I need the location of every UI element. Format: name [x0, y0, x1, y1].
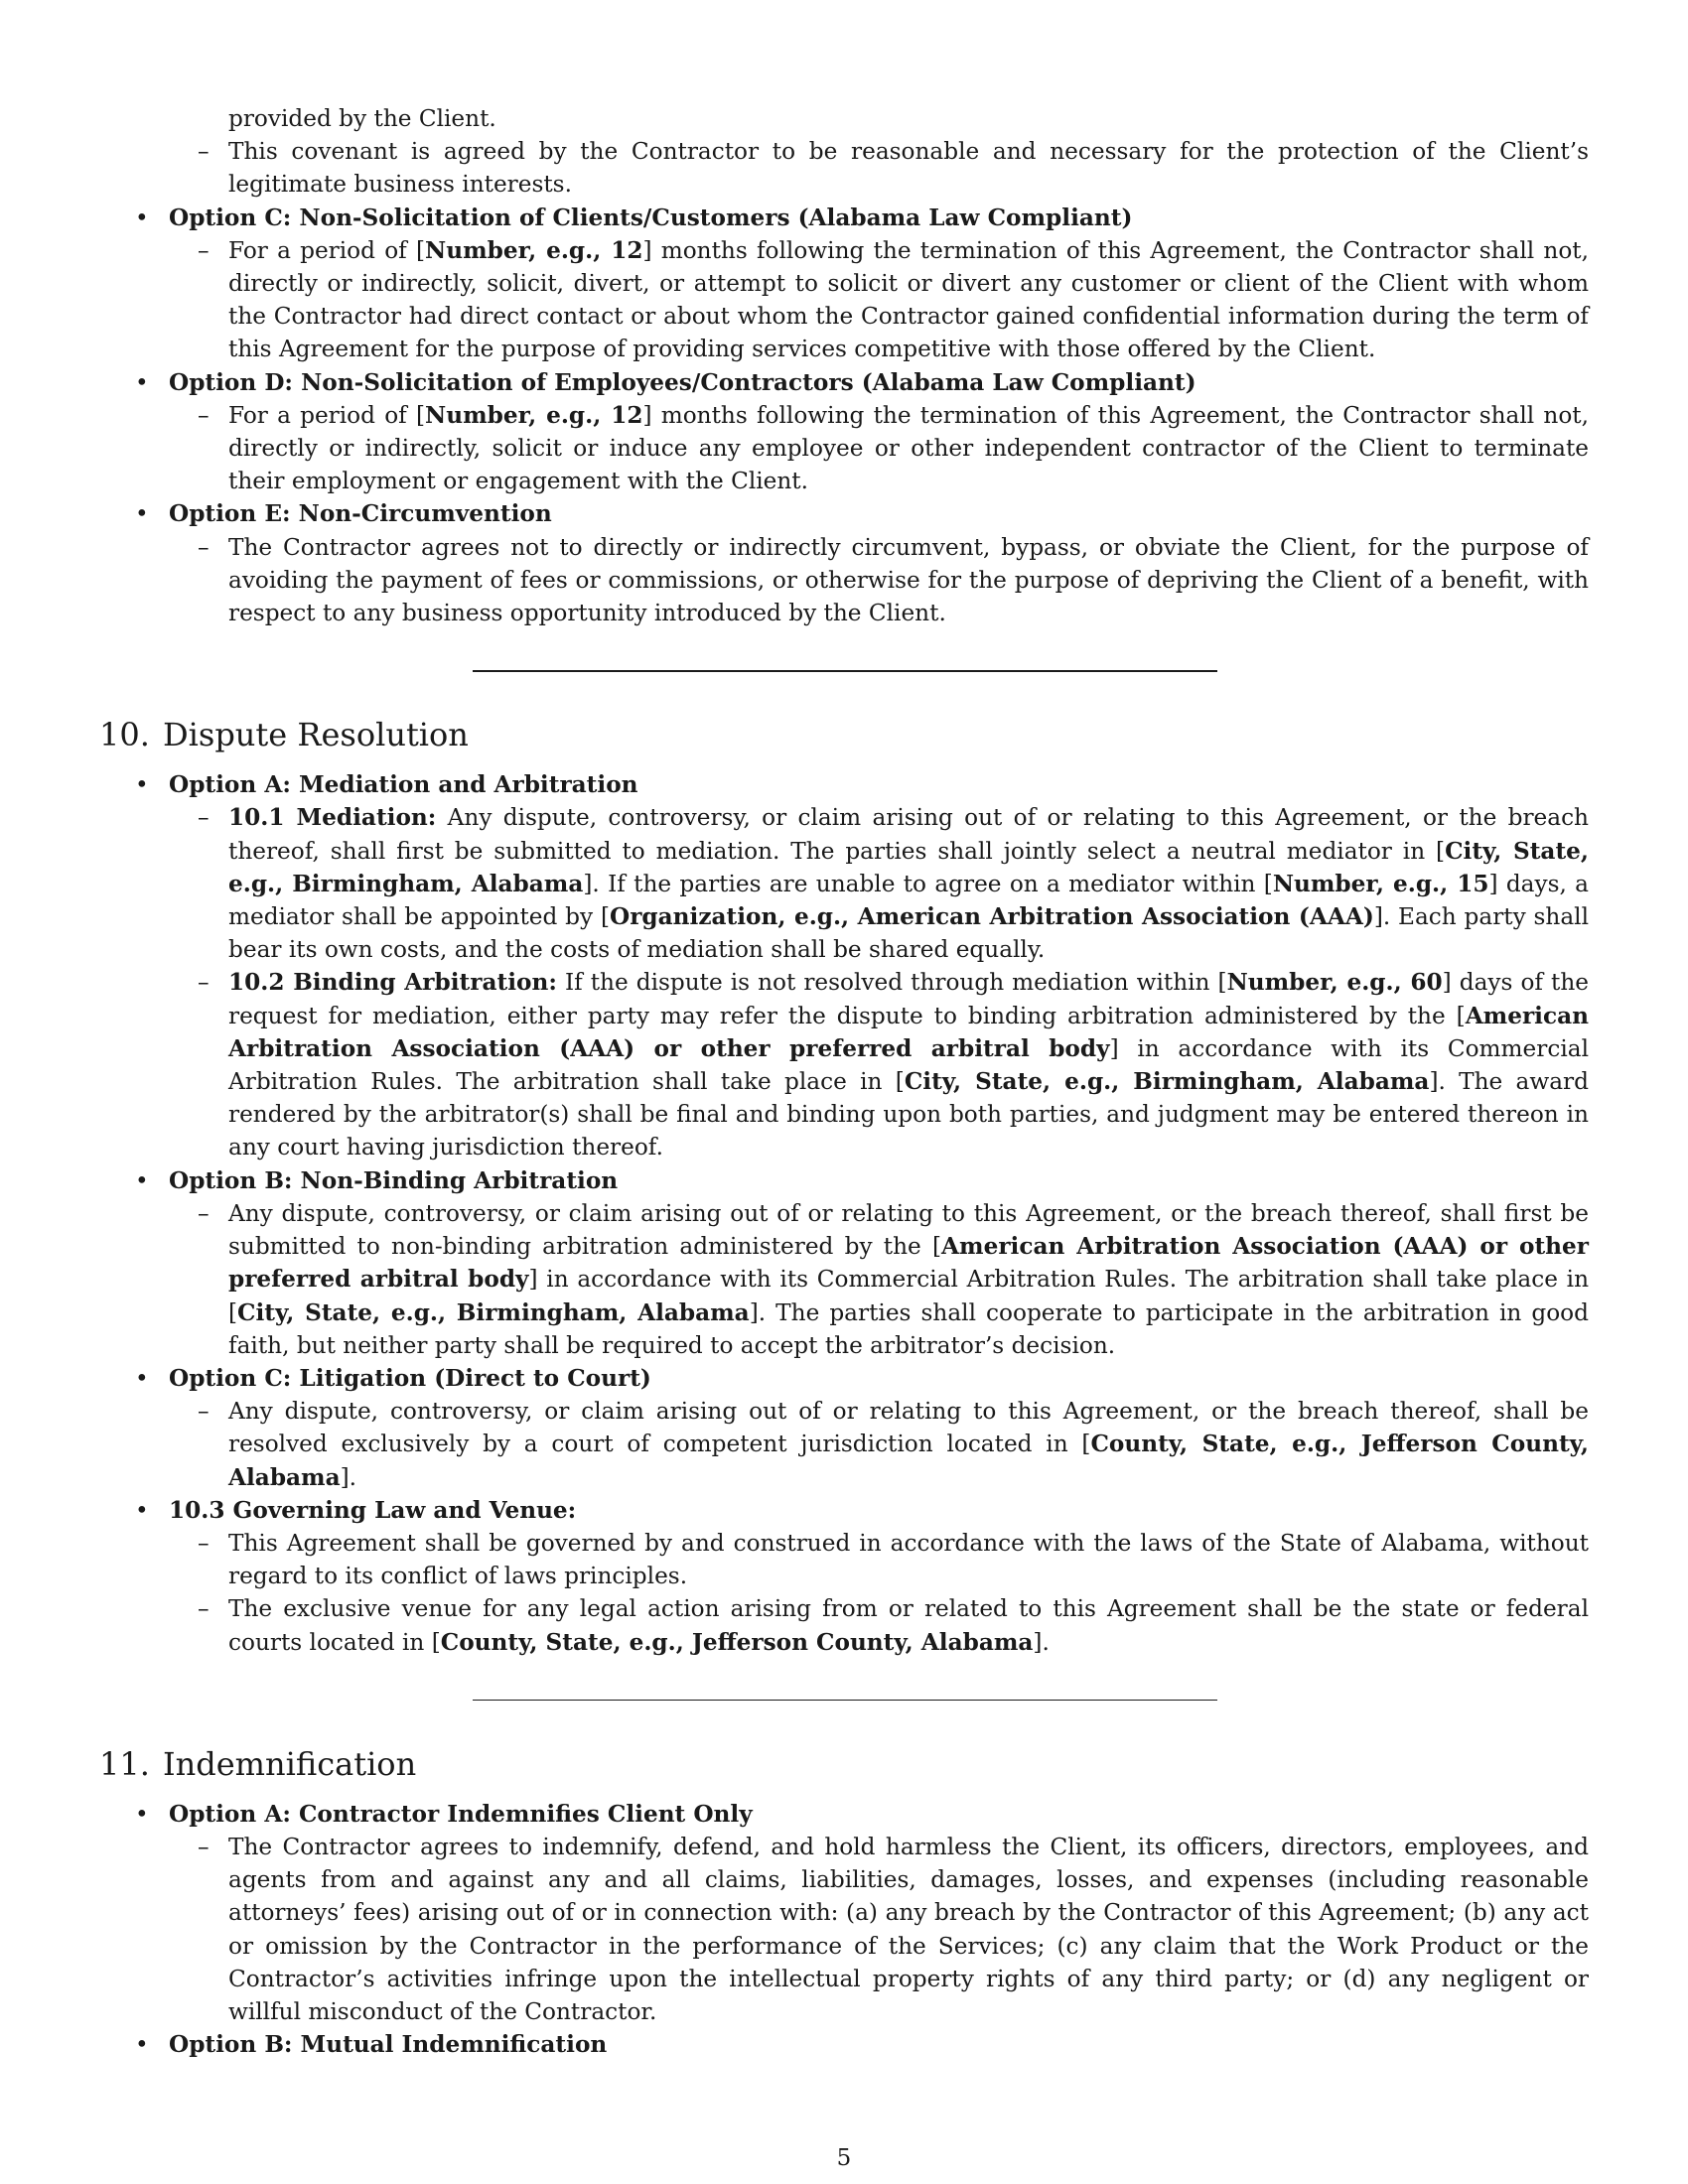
option-d-nonsolicit-employees: • Option D: Non-Solicitation of Employees/Contractors (Alabama Law Compliant) – For a period of [Number, e.g., 12] months following the termination of this Agreement, the Contractor shall not, directly or indirectly, solicit or induce any employee or other independent contractor of the Client to terminate their employment or engagement with the Client.	[99, 366, 1589, 498]
section-heading-dispute-resolution: 10. Dispute Resolution	[99, 716, 469, 754]
section9-continuation-list	[99, 135, 1589, 201]
option-label: Option B: Non-Binding Arbitration	[169, 1166, 619, 1194]
option-c-noncompete-clients: • Option C: Non-Solicitation of Clients/Customers (Alabama Law Compliant) – For a period of [Number, e.g., 12] months following the termination of this Agreement, the Contractor shall not, directly or indirectly, solicit, divert, or attempt to solicit or divert any customer or client of the Client with whom the Contractor had direct contact or about whom the Contractor gained confidential information during the term of this Agreement for the purpose of providing services competitive with those offered by the Client.	[99, 202, 1589, 366]
option-label: Option D: Non-Solicitation of Employees/Contractors (Alabama Law Compliant)	[169, 368, 1196, 396]
page-number: 5	[836, 2145, 852, 2171]
mediation-clause: – 10.1 Mediation: Any dispute, controversy, or claim arising out of or relating to this Agreement, or the breach thereof, shall first be submitted to mediation. The parties shall jointly select a neutral mediator in [City, State, e.g., Birmingham, Alabama]. If the parties are unable to agree on a mediator within [Number, e.g., 15] days, a mediator shall be appointed by [Organization, e.g., American Arbitration Association (AAA)]. Each party shall bear its own costs, and the costs of mediation shall be shared equally.	[198, 804, 1590, 964]
option-c-litigation: • Option C: Litigation (Direct to Court) – Any dispute, controversy, or claim arising out of or relating to this Agreement, or the breach thereof, shall be resolved exclusively by a court of competent jurisdiction located in [County, State, e.g., Jefferson County, Alabama].	[99, 1362, 1589, 1494]
option-label: Option C: Non-Solicitation of Clients/Customers (Alabama Law Compliant)	[169, 204, 1133, 231]
option-label: Option E: Non-Circumvention	[169, 500, 552, 528]
option-label: Option B: Mutual Indemnification	[169, 2031, 608, 2059]
option-a-mediation-arbitration: • Option A: Mediation and Arbitration – 10.1 Mediation: Any dispute, controversy, or claim arising out of or relating to this Agreement, or the breach thereof, shall first be submitted to mediation. The parties shall jointly select a neutral mediator in [City, State, e.g., Birmingham, Alabama]. If the parties are unable to agree on a mediator within [Number, e.g., 15] days, a mediator shall be appointed by [Organization, e.g., American Arbitration Association (AAA)]. Each party shall bear its own costs, and the costs of mediation shall be shared equally. – 10.2 Binding Arbitration: If the dispute is not resolved through mediation within [Number, e.g., 60] days of the request for mediation, either party may refer the dispute to binding arbitration administered by the [American Arbitration Association (AAA) or other preferred arbitral body] in accordance with its Commercial Arbitration Rules. The arbitration shall take place in [City, State, e.g., Birmingham, Alabama]. The award rendered by the arbitrator(s) shall be final and binding upon both parties, and judgment may be entered thereon in any court having jurisdiction thereof.	[99, 768, 1589, 1163]
section-heading-indemnification: 11. Indemnification	[99, 1744, 417, 1783]
list-subitem: – The Contractor agrees not to directly or indirectly circumvent, bypass, or obviate the Client, for the purpose of avoiding the payment of fees or commissions, or otherwise for the purpose of depriving the Client of a benefit, with respect to any business opportunity introduced by the Client.	[198, 533, 1589, 627]
list-subitem: – Any dispute, controversy, or claim arising out of or relating to this Agreement, or the breach thereof, shall be resolved exclusively by a court of competent jurisdiction located in [County, State, e.g., Jefferson County, Alabama].	[198, 1398, 1589, 1491]
option-label: 10.3 Governing Law and Venue:	[169, 1496, 577, 1524]
list-subitem: – This covenant is agreed by the Contractor to be reasonable and necessary for the protection of the Client’s legitimate business interests.	[198, 138, 1589, 199]
list-subitem: – This Agreement shall be governed by and construed in accordance with the laws of the State of Alabama, without regard to its conflict of laws principles.	[198, 1529, 1589, 1590]
list-item	[99, 135, 1589, 201]
governing-law-venue: • 10.3 Governing Law and Venue: – This Agreement shall be governed by and construed in accordance with the laws of the State of Alabama, without regard to its conflict of laws principles. – The exclusive venue for any legal action arising from or related to this Agreement shall be the state or federal courts located in [County, State, e.g., Jefferson County, Alabama].	[99, 1494, 1589, 1659]
continued-text: provided by the Client.	[228, 105, 496, 132]
option-label: Option A: Mediation and Arbitration	[169, 771, 638, 799]
section11-options	[99, 1798, 1589, 2062]
section9-options	[99, 202, 1589, 630]
list-subitem: – For a period of [Number, e.g., 12] months following the termination of this Agreement, the Contractor shall not, directly or indirectly, solicit, divert, or attempt to solicit or divert any customer or client of the Client with whom the Contractor had direct contact or about whom the Contractor gained confidential information during the term of this Agreement for the purpose of providing services competitive with those offered by the Client.	[198, 236, 1589, 363]
option-label: Option C: Litigation (Direct to Court)	[169, 1364, 651, 1392]
section-divider	[473, 670, 1217, 672]
option-a-contractor-indemnifies: • Option A: Contractor Indemnifies Client Only – The Contractor agrees to indemnify, defend, and hold harmless the Client, its officers, directors, employees, and agents from and against any and all claims, liabilities, damages, losses, and expenses (including reasonable attorneys’ fees) arising out of or in connection with: (a) any breach by the Contractor of this Agreement; (b) any act or omission by the Contractor in the performance of the Services; (c) any claim that the Work Product or the Contractor’s activities infringe upon the intellectual property rights of any third party; or (d) any negligent or willful misconduct of the Contractor.	[99, 1798, 1589, 2028]
list-subitem: – Any dispute, controversy, or claim arising out of or relating to this Agreement, or the breach thereof, shall first be submitted to non-binding arbitration administered by the [American Arbitration Association (AAA) or other preferred arbitral body] in accordance with its Commercial Arbitration Rules. The arbitration shall take place in [City, State, e.g., Birmingham, Alabama]. The parties shall cooperate to participate in the arbitration in good faith, but neither party shall be required to accept the arbitrator’s decision.	[198, 1199, 1590, 1359]
list-subitem: – The exclusive venue for any legal action arising from or related to this Agreement shall be the state or federal courts located in [County, State, e.g., Jefferson County, Alabama].	[198, 1595, 1589, 1656]
option-b-mutual-indemnification: • Option B: Mutual Indemnification	[99, 2028, 1589, 2061]
list-subitem: – For a period of [Number, e.g., 12] months following the termination of this Agreement, the Contractor shall not, directly or indirectly, solicit or induce any employee or other independent contractor of the Client to terminate their employment or engagement with the Client.	[198, 401, 1589, 495]
option-b-nonbinding-arbitration: • Option B: Non-Binding Arbitration – Any dispute, controversy, or claim arising out of or relating to this Agreement, or the breach thereof, shall first be submitted to non-binding arbitration administered by the [American Arbitration Association (AAA) or other preferred arbitral body] in accordance with its Commercial Arbitration Rules. The arbitration shall take place in [City, State, e.g., Birmingham, Alabama]. The parties shall cooperate to participate in the arbitration in good faith, but neither party shall be required to accept the arbitrator’s decision.	[99, 1164, 1589, 1362]
option-e-noncircumvention: • Option E: Non-Circumvention – The Contractor agrees not to directly or indirectly circumvent, bypass, or obviate the Client, for the purpose of avoiding the payment of fees or commissions, or otherwise for the purpose of depriving the Client of a benefit, with respect to any business opportunity introduced by the Client.	[99, 497, 1589, 629]
binding-arbitration-clause: – 10.2 Binding Arbitration: If the dispute is not resolved through mediation within [Number, e.g., 60] days of the request for mediation, either party may refer the dispute to binding arbitration administered by the [American Arbitration Association (AAA) or other preferred arbitral body] in accordance with its Commercial Arbitration Rules. The arbitration shall take place in [City, State, e.g., Birmingham, Alabama]. The award rendered by the arbitrator(s) shall be final and binding upon both parties, and judgment may be entered thereon in any court having jurisdiction thereof.	[198, 969, 1590, 1161]
page-content	[99, 102, 1589, 2061]
section-divider	[473, 1700, 1217, 1701]
section10-options	[99, 768, 1589, 1658]
list-subitem: – The Contractor agrees to indemnify, defend, and hold harmless the Client, its officers, directors, employees, and agents from and against any and all claims, liabilities, damages, losses, and expenses (including reasonable attorneys’ fees) arising out of or in connection with: (a) any breach by the Contractor of this Agreement; (b) any act or omission by the Contractor in the performance of the Services; (c) any claim that the Work Product or the Contractor’s activities infringe upon the intellectual property rights of any third party; or (d) any negligent or willful misconduct of the Contractor.	[198, 1833, 1589, 2025]
option-label: Option A: Contractor Indemnifies Client Only	[169, 1800, 753, 1828]
